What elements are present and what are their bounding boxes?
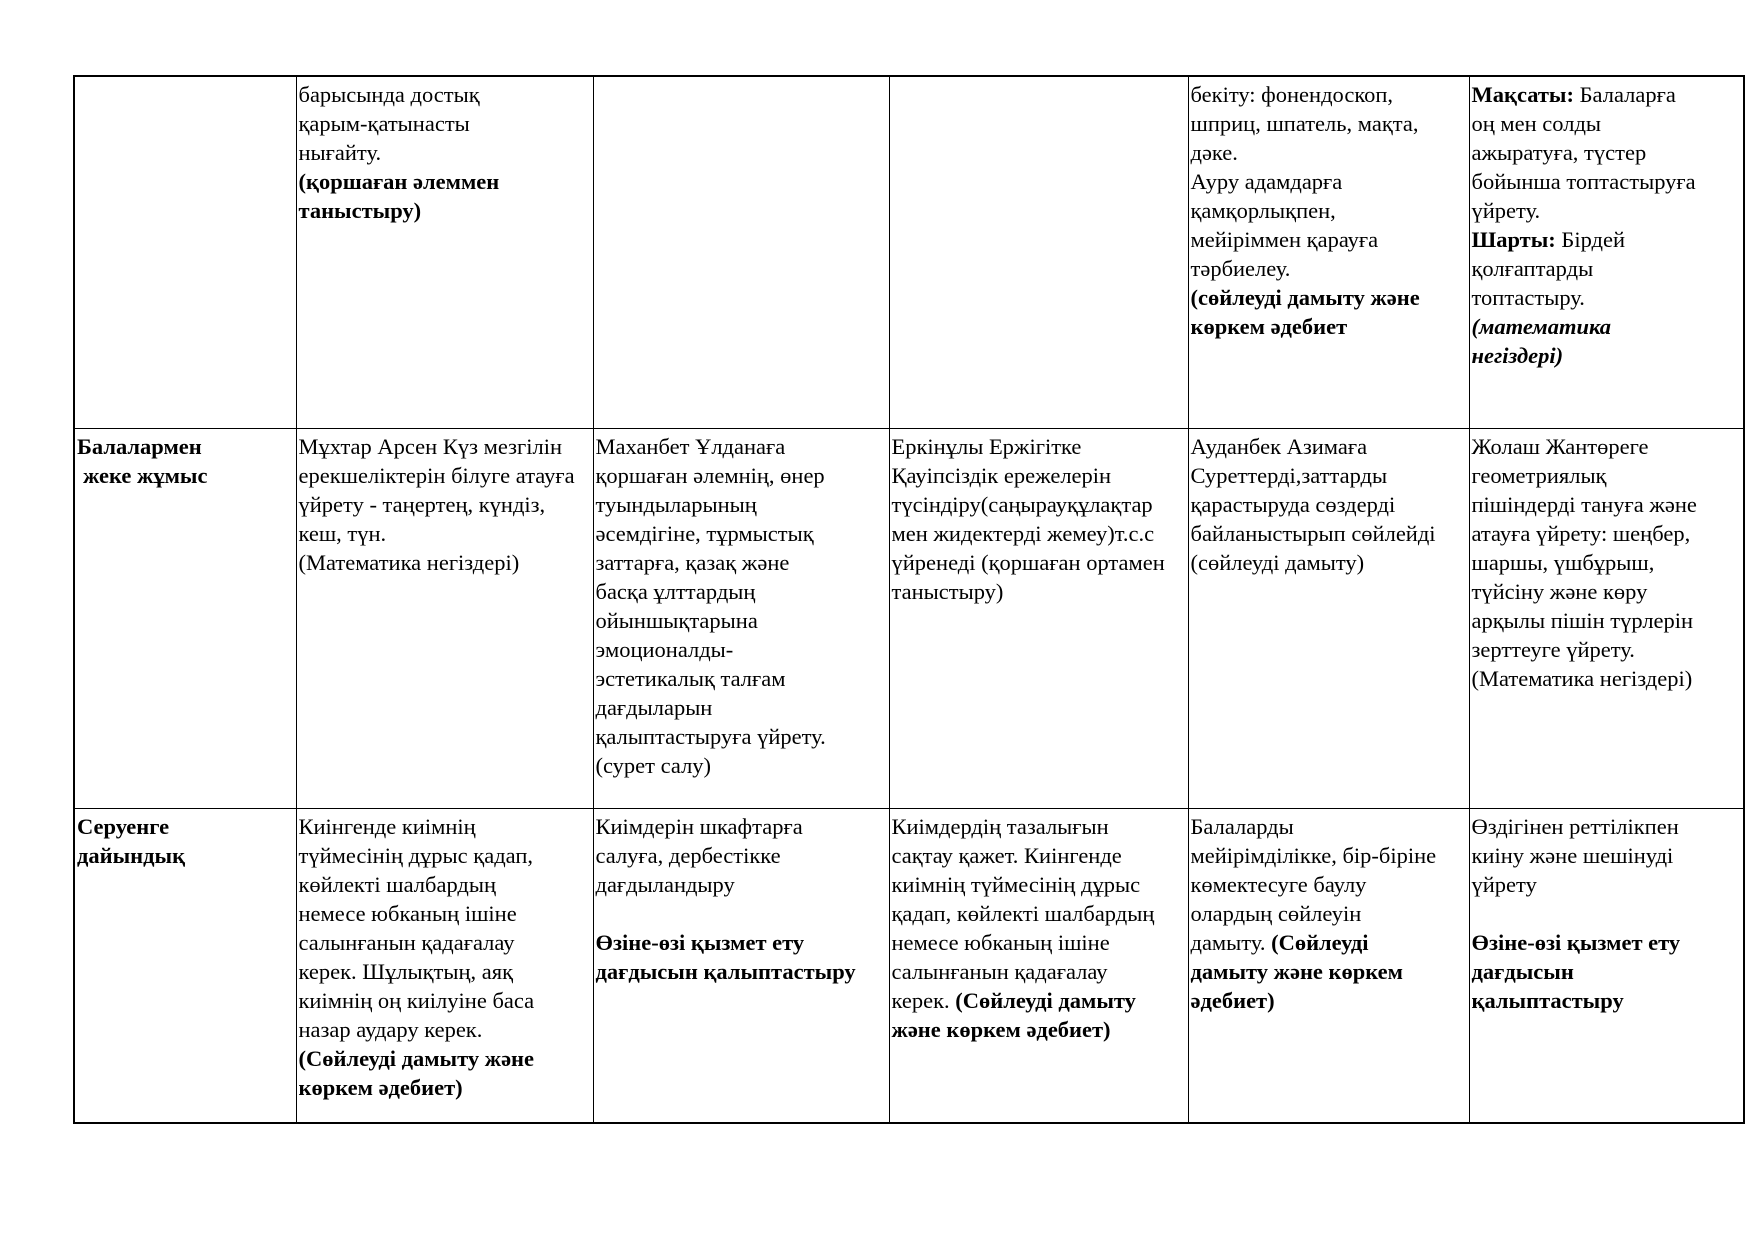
cell-line: атауға үйрету: шеңбер, — [1471, 520, 1691, 546]
cell-line: қамқорлықпен, — [1190, 198, 1336, 223]
cell-line: зерттеуге үйрету. — [1471, 636, 1635, 662]
cell-line: киімнің түймесінің дұрыс — [891, 871, 1141, 897]
subject-tag: (сөйлеуді дамыту және — [1190, 285, 1420, 310]
cell-line: қолғаптарды — [1471, 256, 1594, 281]
cell-line: көмектесуге баулу — [1190, 871, 1367, 897]
cell-line: олардың сөйлеуін — [1190, 900, 1362, 926]
cell-line: Өздігінен реттілікпен — [1471, 813, 1679, 839]
cell-line: басқа ұлттардың — [595, 578, 756, 604]
subject-tag: (қоршаған әлеммен — [298, 169, 500, 194]
spacer — [1472, 899, 1742, 928]
subject-tag: негіздері) — [1471, 343, 1564, 368]
cell-line: Киімдерін шкафтарға — [595, 813, 803, 839]
subject-tag: Өзіне-өзі қызмет ету — [595, 929, 805, 955]
row-label-cell — [74, 428, 296, 808]
cell-line: Ауданбек Азимаға — [1190, 433, 1368, 459]
cell-line: үйренеді (қоршаған ортамен — [891, 549, 1165, 575]
row-label-cell — [74, 808, 296, 1123]
cell-line: дәке. — [1190, 140, 1238, 165]
cell-line: көйлекті шалбардың — [298, 871, 497, 897]
table-cell — [889, 428, 1188, 808]
cell-line: Суреттерді,заттарды — [1190, 462, 1388, 488]
cell-line: Балаларды — [1190, 813, 1294, 839]
cell-line: (Математика негіздері) — [1471, 665, 1693, 691]
condition-label: Шарты: — [1471, 227, 1556, 252]
cell-line: ойыншықтарына — [595, 607, 758, 633]
subject-tag: (Сөйлеуді дамыту және — [298, 1045, 535, 1071]
table-cell — [593, 76, 889, 428]
cell-line: Жолаш Жантөреге — [1471, 433, 1649, 459]
cell-line: Қауіпсіздік ережелерін — [891, 462, 1112, 488]
subject-tag: дағдысын — [1471, 958, 1574, 984]
cell-line — [892, 986, 1186, 1015]
cell-line: пішіндерді тануға және — [1471, 491, 1697, 517]
cell-line: түймесінің дұрыс қадап, — [298, 842, 534, 868]
cell-line — [1191, 928, 1467, 957]
cell-line: немесе юбканың ішіне — [298, 900, 517, 926]
cell-line: ажыратуға, түстер — [1471, 140, 1647, 165]
subject-tag: дағдысын қалыптастыру — [595, 958, 856, 984]
cell-line: бекіту: фонендоскоп, — [1190, 82, 1394, 107]
cell-line: таныстыру) — [891, 578, 1004, 604]
cell-line: (Математика негіздері) — [298, 549, 520, 575]
cell-line: үйрету. — [1471, 198, 1541, 223]
subject-tag: Өзіне-өзі қызмет ету — [1471, 929, 1681, 955]
subject-tag: таныстыру) — [298, 198, 422, 223]
cell-line: заттарға, қазақ және — [595, 549, 790, 575]
cell-line: түсіндіру(саңырауқұлақтар — [891, 491, 1153, 517]
cell-line: мен жидектерді жемеу)т.с.с — [891, 520, 1155, 546]
table-cell — [1469, 808, 1744, 1123]
cell-line: тәрбиелеу. — [1190, 256, 1291, 281]
cell-line: назар аудару керек. — [298, 1016, 483, 1042]
cell-line: шаршы, үшбұрыш, — [1471, 549, 1655, 575]
cell-line: үйрету - таңертең, күндіз, — [298, 491, 546, 517]
cell-line: бойынша топтастыруға — [1471, 169, 1696, 194]
cell-line: Киімдердің тазалығын — [891, 813, 1109, 839]
subject-tag: және көркем әдебиет) — [891, 1016, 1111, 1042]
cell-line: сақтау қажет. Киінгенде — [891, 842, 1122, 868]
row-label: Серуенге — [77, 813, 170, 839]
subject-tag: қалыптастыру — [1471, 987, 1624, 1013]
cell-line: эстетикалық талғам — [595, 665, 786, 691]
cell-line: Еркінұлы Ержігітке — [891, 433, 1082, 459]
goal-label: Мақсаты: — [1471, 82, 1574, 107]
table-cell — [593, 808, 889, 1123]
cell-line: дағдыларын — [595, 694, 713, 720]
subject-tag: көркем әдебиет) — [298, 1074, 463, 1100]
cell-line: түйсіну және көру — [1471, 578, 1648, 604]
cell-line: Маханбет Ұлданаға — [595, 433, 786, 459]
cell-line: эмоционалды- — [595, 636, 734, 662]
cell-line: ерекшеліктерін білуге атауға — [298, 462, 575, 488]
cell-line: мейірімділікке, бір-біріне — [1190, 842, 1437, 868]
row-label: жеке жұмыс — [83, 462, 208, 488]
subject-tag: (Сөйлеуді дамыту — [949, 987, 1136, 1013]
table-cell — [1469, 428, 1744, 808]
cell-line: салынғанын қадағалау — [298, 929, 515, 955]
cell-line: қадап, көйлекті шалбардың — [891, 900, 1155, 926]
cell-line: әсемдігіне, тұрмыстық — [595, 520, 814, 546]
cell-line: немесе юбканың ішіне — [891, 929, 1110, 955]
subject-tag: әдебиет) — [1190, 987, 1275, 1013]
cell-line: киіну және шешінуді — [1471, 842, 1674, 868]
subject-tag: көркем әдебиет — [1190, 314, 1348, 339]
cell-line: киімнің оң киілуіне баса — [298, 987, 535, 1013]
table-cell — [1188, 428, 1469, 808]
condition-text: Бірдей — [1555, 227, 1626, 252]
cell-line: шприц, шпатель, мақта, — [1190, 111, 1419, 136]
table-cell — [296, 808, 593, 1123]
table-cell — [1188, 76, 1469, 428]
table-cell — [1188, 808, 1469, 1123]
subject-tag: дамыту және көркем — [1190, 958, 1403, 984]
goal-line — [1472, 80, 1742, 109]
cell-line: оң мен солды — [1471, 111, 1602, 136]
cell-line: дағдыландыру — [595, 871, 735, 897]
cell-line: керек. Шұлықтың, аяқ — [298, 958, 514, 984]
cell-line: туындыларының — [595, 491, 757, 517]
cell-line: геометриялық — [1471, 462, 1607, 488]
table-row — [74, 76, 1744, 428]
cell-line: мейіріммен қарауға — [1190, 227, 1379, 252]
cell-line: Ауру адамдарға — [1190, 169, 1343, 194]
cell-line: кеш, түн. — [298, 520, 387, 546]
cell-line: салынғанын қадағалау — [891, 958, 1108, 984]
table-cell — [889, 808, 1188, 1123]
cell-line: қалыптастыруға үйрету. — [595, 723, 826, 749]
cell-line: қоршаған әлемнің, өнер — [595, 462, 825, 488]
table-row — [74, 808, 1744, 1123]
spacer — [596, 899, 887, 928]
subject-tag: (Сөйлеуді — [1265, 929, 1369, 955]
cell-line: (сөйлеуді дамыту) — [1190, 549, 1365, 575]
table-cell — [296, 428, 593, 808]
table-cell — [1469, 76, 1744, 428]
table-cell — [593, 428, 889, 808]
cell-line: барысында достық — [298, 82, 480, 107]
cell-line: арқылы пішін түрлерін — [1471, 607, 1694, 633]
cell-line: қарастыруда сөздерді — [1190, 491, 1396, 517]
subject-tag: (математика — [1471, 314, 1612, 339]
weekly-plan-table — [73, 75, 1745, 1124]
row-label: Балалармен — [77, 433, 202, 459]
table-cell — [296, 76, 593, 428]
cell-line: топтастыру. — [1471, 285, 1585, 310]
cell-line: қарым-қатынасты — [298, 111, 470, 136]
table-cell — [889, 76, 1188, 428]
cell-text: дамыту. — [1190, 929, 1266, 955]
condition-line — [1472, 225, 1742, 254]
cell-text: керек. — [891, 987, 950, 1013]
cell-line: нығайту. — [298, 140, 382, 165]
cell-line: (сурет салу) — [595, 752, 712, 778]
table-row — [74, 428, 1744, 808]
goal-text: Балаларға — [1574, 82, 1676, 107]
row-label: дайындық — [77, 842, 186, 868]
row-label-cell — [74, 76, 296, 428]
cell-line: Киінгенде киімнің — [298, 813, 476, 839]
cell-line: байланыстырып сөйлейді — [1190, 520, 1436, 546]
cell-line: Мұхтар Арсен Күз мезгілін — [298, 433, 562, 459]
cell-line: үйрету — [1471, 871, 1537, 897]
cell-line: салуға, дербестікке — [595, 842, 781, 868]
